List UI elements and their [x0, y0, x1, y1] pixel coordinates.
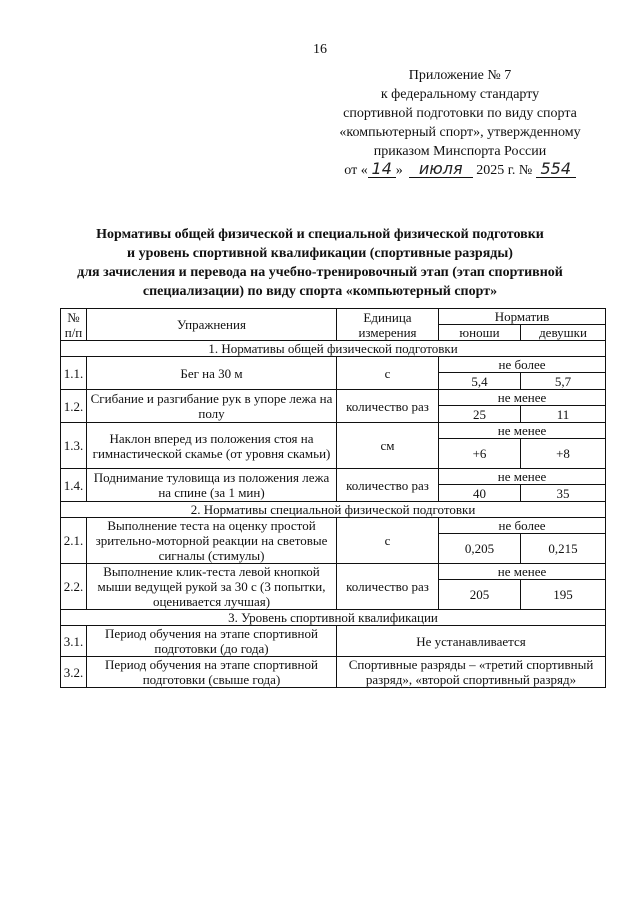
row-condition: не более: [439, 357, 606, 373]
row-unit: количество раз: [337, 390, 439, 423]
section-row: [61, 610, 606, 626]
header-exercise: Упражнения: [87, 309, 337, 341]
table-row: [61, 564, 606, 580]
title-line-1: Нормативы общей физической и специальной физической подготовки: [96, 227, 544, 242]
date-prefix: от «: [344, 163, 368, 178]
row-num: 1.4.: [61, 469, 87, 502]
table-row: [61, 423, 606, 439]
row-exercise: Поднимание туловища из положения лежа на спине (за 1 мин): [87, 469, 337, 502]
table-row: [61, 626, 606, 657]
section-1-title: 1. Нормативы общей физической подготовки: [61, 341, 606, 357]
row-girls-value: 195: [521, 580, 606, 610]
appendix-header: [300, 66, 620, 180]
date-mid: »: [395, 163, 403, 178]
header-boys: юноши: [439, 325, 521, 341]
row-unit: с: [337, 518, 439, 564]
row-girls-value: +8: [521, 439, 606, 469]
row-condition: не менее: [439, 564, 606, 580]
date-year: 2025 г. №: [476, 163, 533, 178]
row-condition: не менее: [439, 423, 606, 439]
row-num: 2.1.: [61, 518, 87, 564]
appendix-line-2: к федеральному стандарту: [380, 87, 540, 102]
header-unit: Единица измерения: [337, 309, 439, 341]
document-title: [40, 225, 600, 301]
row-unit: количество раз: [337, 469, 439, 502]
row-boys-value: 40: [439, 485, 521, 502]
row-num: 1.1.: [61, 357, 87, 390]
row-num: 1.2.: [61, 390, 87, 423]
section-2-title: 2. Нормативы специальной физической подготовки: [61, 502, 606, 518]
appendix-title: Приложение № 7: [408, 68, 512, 83]
appendix-date-line: [300, 161, 620, 180]
row-exercise: Сгибание и разгибание рук в упоре лежа на полу: [87, 390, 337, 423]
row-girls-value: 35: [521, 485, 606, 502]
row-num: 2.2.: [61, 564, 87, 610]
appendix-line-4: «компьютерный спорт», утвержденному: [339, 125, 581, 140]
table-row: [61, 357, 606, 373]
appendix-line-5: приказом Минспорта России: [373, 144, 547, 159]
header-girls: девушки: [521, 325, 606, 341]
row-exercise: Выполнение теста на оценку простой зрительно-моторной реакции на световые сигналы (стимулы): [87, 518, 337, 564]
appendix-line-3: спортивной подготовки по виду спорта: [343, 106, 577, 121]
row-girls-value: 0,215: [521, 534, 606, 564]
row-boys-value: 25: [439, 406, 521, 423]
row-condition: не менее: [439, 469, 606, 485]
row-exercise: Наклон вперед из положения стоя на гимнастической скамье (от уровня скамьи): [87, 423, 337, 469]
row-num: 1.3.: [61, 423, 87, 469]
row-exercise: Бег на 30 м: [87, 357, 337, 390]
table-row: [61, 518, 606, 534]
section-row: [61, 502, 606, 518]
row-boys-value: 5,4: [439, 373, 521, 390]
title-line-4: специализации) по виду спорта «компьютерный спорт»: [142, 284, 498, 299]
header-num: № п/п: [61, 309, 87, 341]
row-num: 3.1.: [61, 626, 87, 657]
row-girls-value: 5,7: [521, 373, 606, 390]
row-unit: см: [337, 423, 439, 469]
row-exercise: Выполнение клик-теста левой кнопкой мыши ведущей рукой за 30 с (3 попытки, оценивается лучшая): [87, 564, 337, 610]
handwritten-day: 14: [368, 161, 396, 178]
section-3-title: 3. Уровень спортивной квалификации: [61, 610, 606, 626]
table-header-row: [61, 309, 606, 325]
table-row: [61, 390, 606, 406]
row-num: 3.2.: [61, 657, 87, 688]
norms-table: [60, 308, 606, 688]
row-unit: количество раз: [337, 564, 439, 610]
title-line-3: для зачисления и перевода на учебно-тренировочный этап (этап спортивной: [77, 265, 563, 280]
section-row: [61, 341, 606, 357]
header-norm: Норматив: [439, 309, 606, 325]
table-row: [61, 469, 606, 485]
table-row: [61, 657, 606, 688]
row-value: Спортивные разряды – «третий спортивный разряд», «второй спортивный разряд»: [337, 657, 606, 688]
row-condition: не более: [439, 518, 606, 534]
row-girls-value: 11: [521, 406, 606, 423]
row-unit: с: [337, 357, 439, 390]
title-line-2: и уровень спортивной квалификации (спортивные разряды): [127, 246, 513, 261]
row-boys-value: +6: [439, 439, 521, 469]
handwritten-month: июля: [409, 161, 473, 178]
row-exercise: Период обучения на этапе спортивной подготовки (до года): [87, 626, 337, 657]
row-value: Не устанавливается: [337, 626, 606, 657]
handwritten-order-number: 554: [536, 161, 576, 178]
row-condition: не менее: [439, 390, 606, 406]
row-boys-value: 205: [439, 580, 521, 610]
page-number: 16: [313, 42, 327, 57]
row-boys-value: 0,205: [439, 534, 521, 564]
row-exercise: Период обучения на этапе спортивной подготовки (свыше года): [87, 657, 337, 688]
